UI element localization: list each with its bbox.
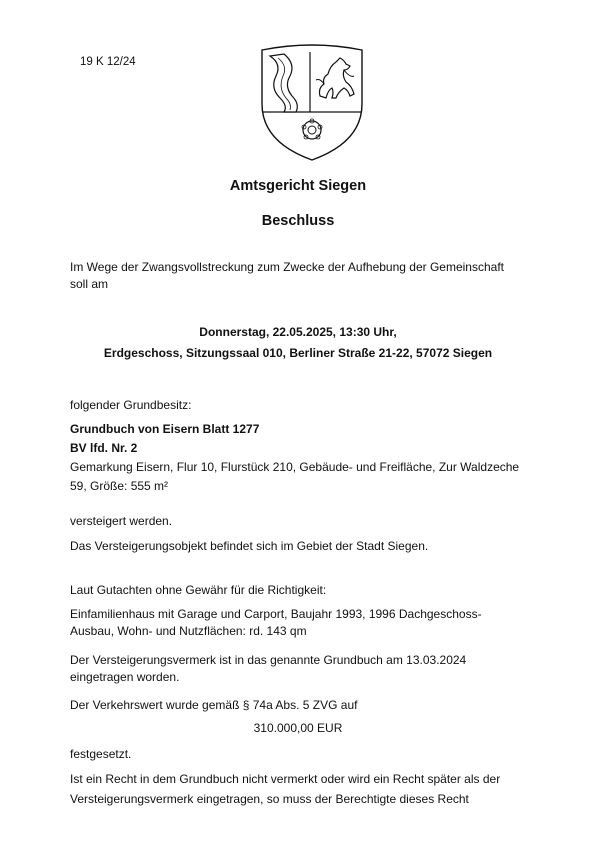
festgesetzt-text: festgesetzt.	[70, 747, 132, 761]
court-name: Amtsgericht Siegen	[229, 178, 367, 194]
coat-of-arms-nrw-emblem	[258, 42, 366, 164]
recht-line: Versteigerungsvermerk eingetragen, so muss der Berechtigte dieses Recht	[70, 792, 469, 806]
document-type: Beschluss	[261, 213, 335, 229]
location-note: Das Versteigerungsobjekt befindet sich im Gebiet der Stadt Siegen.	[70, 539, 429, 553]
house-line: Ausbau, Wohn- und Nutzflächen: rd. 143 qm	[70, 624, 307, 638]
house-line: Einfamilienhaus mit Garage und Carport, Baujahr 1993, 1996 Dachgeschoss-	[70, 607, 482, 621]
vermerk-paragraph	[70, 652, 530, 686]
recht-paragraph	[70, 771, 530, 808]
case-number: 19 K 12/24	[80, 56, 136, 68]
vermerk-line: eingetragen worden.	[70, 670, 180, 684]
vermerk-line: Der Versteigerungsvermerk ist in das genannte Grundbuch am 13.03.2024	[70, 653, 467, 667]
versteigert-text: versteigert werden.	[70, 514, 173, 528]
gemarkung-line: Gemarkung Eisern, Flur 10, Flurstück 210, Gebäude- und Freifläche, Zur Waldzeche	[70, 460, 520, 474]
verkehrswert-amount: 310.000,00 EUR	[253, 721, 343, 735]
house-description	[70, 606, 530, 640]
gutachten-note: Laut Gutachten ohne Gewähr für die Richtigkeit:	[70, 583, 327, 597]
auction-date: Donnerstag, 22.05.2025, 13:30 Uhr,	[199, 325, 397, 339]
property-block	[70, 421, 530, 495]
intro-paragraph	[70, 259, 530, 293]
verkehrswert-text: Der Verkehrswert wurde gemäß § 74a Abs. 5 ZVG auf	[70, 698, 358, 712]
auction-location: Erdgeschoss, Sitzungssaal 010, Berliner Straße 21-22, 57072 Siegen	[103, 346, 493, 360]
bv-number: BV lfd. Nr. 2	[70, 441, 138, 455]
intro-line: soll am	[70, 277, 109, 291]
property-intro: folgender Grundbesitz:	[70, 398, 192, 412]
intro-line: Im Wege der Zwangsvollstreckung zum Zwecke der Aufhebung der Gemeinschaft	[70, 260, 504, 274]
gemarkung-line: 59, Größe: 555 m²	[70, 479, 169, 493]
recht-line: Ist ein Recht in dem Grundbuch nicht vermerkt oder wird ein Recht später als der	[70, 772, 501, 786]
grundbuch-reference: Grundbuch von Eisern Blatt 1277	[70, 422, 260, 436]
